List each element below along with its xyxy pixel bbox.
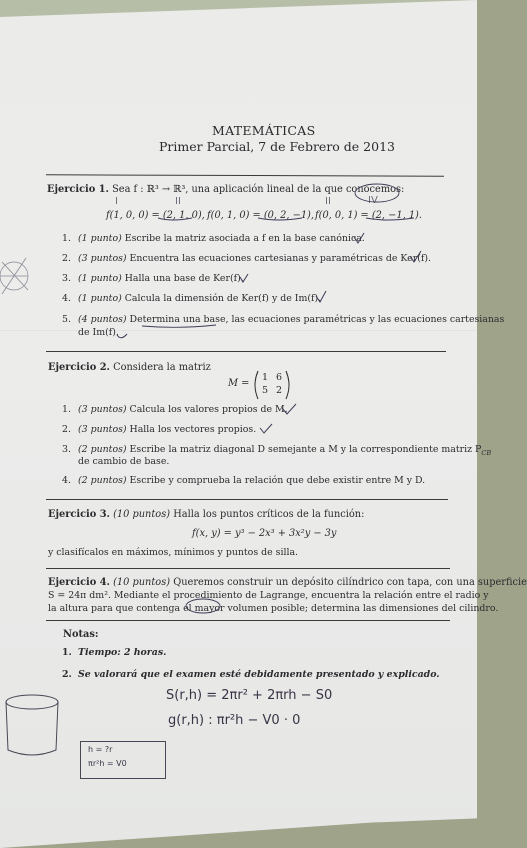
ej2-item-3: 3. (2 puntos) Escribe la matriz diagonal D semejante a M y la correspondiente matriz $P_{CB}$ xyxy=(62,444,492,457)
ej1-label: Ejercicio 1. xyxy=(47,184,109,195)
margin-mark: II xyxy=(325,196,331,207)
ej2-item-3-cont: de cambio de base. xyxy=(78,456,170,467)
ej4-line2: S = 24π dm². Mediante el procedimiento de Lagrange, encuentra la relación entre el radio y xyxy=(48,590,489,601)
ej1-intro: Sea f : ℝ³ → ℝ³, una aplicación lineal de la que conocemos: xyxy=(112,184,405,195)
ej4-line3: la altura para que contenga el mayor volumen posible; determina las dimensiones del cilindro. xyxy=(48,603,499,614)
matrix-cell: 1 xyxy=(262,372,269,383)
ej1-item-3: 3. (1 punto) Halla una base de Ker(f). xyxy=(62,273,244,284)
ej1-eq2: f(0, 1, 0) = (0, 2, −1), xyxy=(207,210,314,221)
notes-label: Notas: xyxy=(63,629,99,640)
handwritten-box-line1: h = ?r xyxy=(88,745,113,754)
matrix-cell: 5 xyxy=(262,385,269,396)
margin-mark: I xyxy=(115,196,118,207)
handwritten-constraint-equation: g(r,h) : πr²h − V0 · 0 xyxy=(168,713,301,728)
matrix-cell: 6 xyxy=(276,372,283,383)
ej1-item-1: 1. (1 punto) Escribe la matriz asociada a f en la base canónica. xyxy=(62,233,365,244)
ej3-label: Ejercicio 3. xyxy=(48,509,110,520)
ej1-item-4: 4. (1 punto) Calcula la dimensión de Ker(f) y de Im(f). xyxy=(62,293,322,304)
ej3-outro: y clasifícalos en máximos, mínimos y puntos de silla. xyxy=(48,547,299,558)
ej2-item-2: 2. (3 puntos) Halla los vectores propios. xyxy=(62,424,257,435)
margin-mark: II xyxy=(175,196,181,207)
ej4-points: (10 puntos) xyxy=(113,577,171,588)
ej4-line1: Queremos construir un depósito cilíndrico con tapa, con una superficie xyxy=(173,577,527,588)
ej1-eq3: f(0, 0, 1) = (2, −1, 1). xyxy=(315,210,422,221)
ej1-eq1: f(1, 0, 0) = (2, 1, 0), xyxy=(106,210,205,221)
matrix-cell: 2 xyxy=(276,385,283,396)
ej3-intro: Halla los puntos críticos de la función: xyxy=(173,509,365,520)
handwritten-box-line2: πr²h = V0 xyxy=(88,759,127,768)
ej4-label: Ejercicio 4. xyxy=(48,577,110,588)
margin-mark: IV xyxy=(368,195,378,206)
ej2-item-1: 1. (3 puntos) Calcula los valores propios de M. xyxy=(62,404,288,415)
note-2: 2. Se valorará que el examen esté debidamente presentado y explicado. xyxy=(62,669,440,680)
ej2-label: Ejercicio 2. xyxy=(48,362,110,373)
ej1-item-5: 5. (4 puntos) Determina una base, las ecuaciones paramétricas y las ecuaciones cartesianas xyxy=(62,314,505,325)
ej3-points: (10 puntos) xyxy=(113,509,171,520)
note-1: 1. Tiempo: 2 horas. xyxy=(62,647,167,658)
handwritten-surface-equation: S(r,h) = 2πr² + 2πrh − S0 xyxy=(166,688,333,703)
ej2-intro: Considera la matriz xyxy=(113,362,211,373)
ej2-item-4: 4. (2 puntos) Escribe y comprueba la relación que debe existir entre M y D. xyxy=(62,475,426,486)
exam-title: MATEMÁTICAS xyxy=(212,123,316,138)
ej1-item-5-cont: de Im(f). xyxy=(78,327,119,338)
ej1-item-2: 2. (3 puntos) Encuentra las ecuaciones cartesianas y paramétricas de Ker(f). xyxy=(62,253,431,264)
exam-subtitle: Primer Parcial, 7 de Febrero de 2013 xyxy=(159,139,395,154)
ej3-formula: f(x, y) = y³ − 2x³ + 3x²y − 3y xyxy=(192,528,337,539)
ej2-matrix-name: M = xyxy=(228,378,250,389)
